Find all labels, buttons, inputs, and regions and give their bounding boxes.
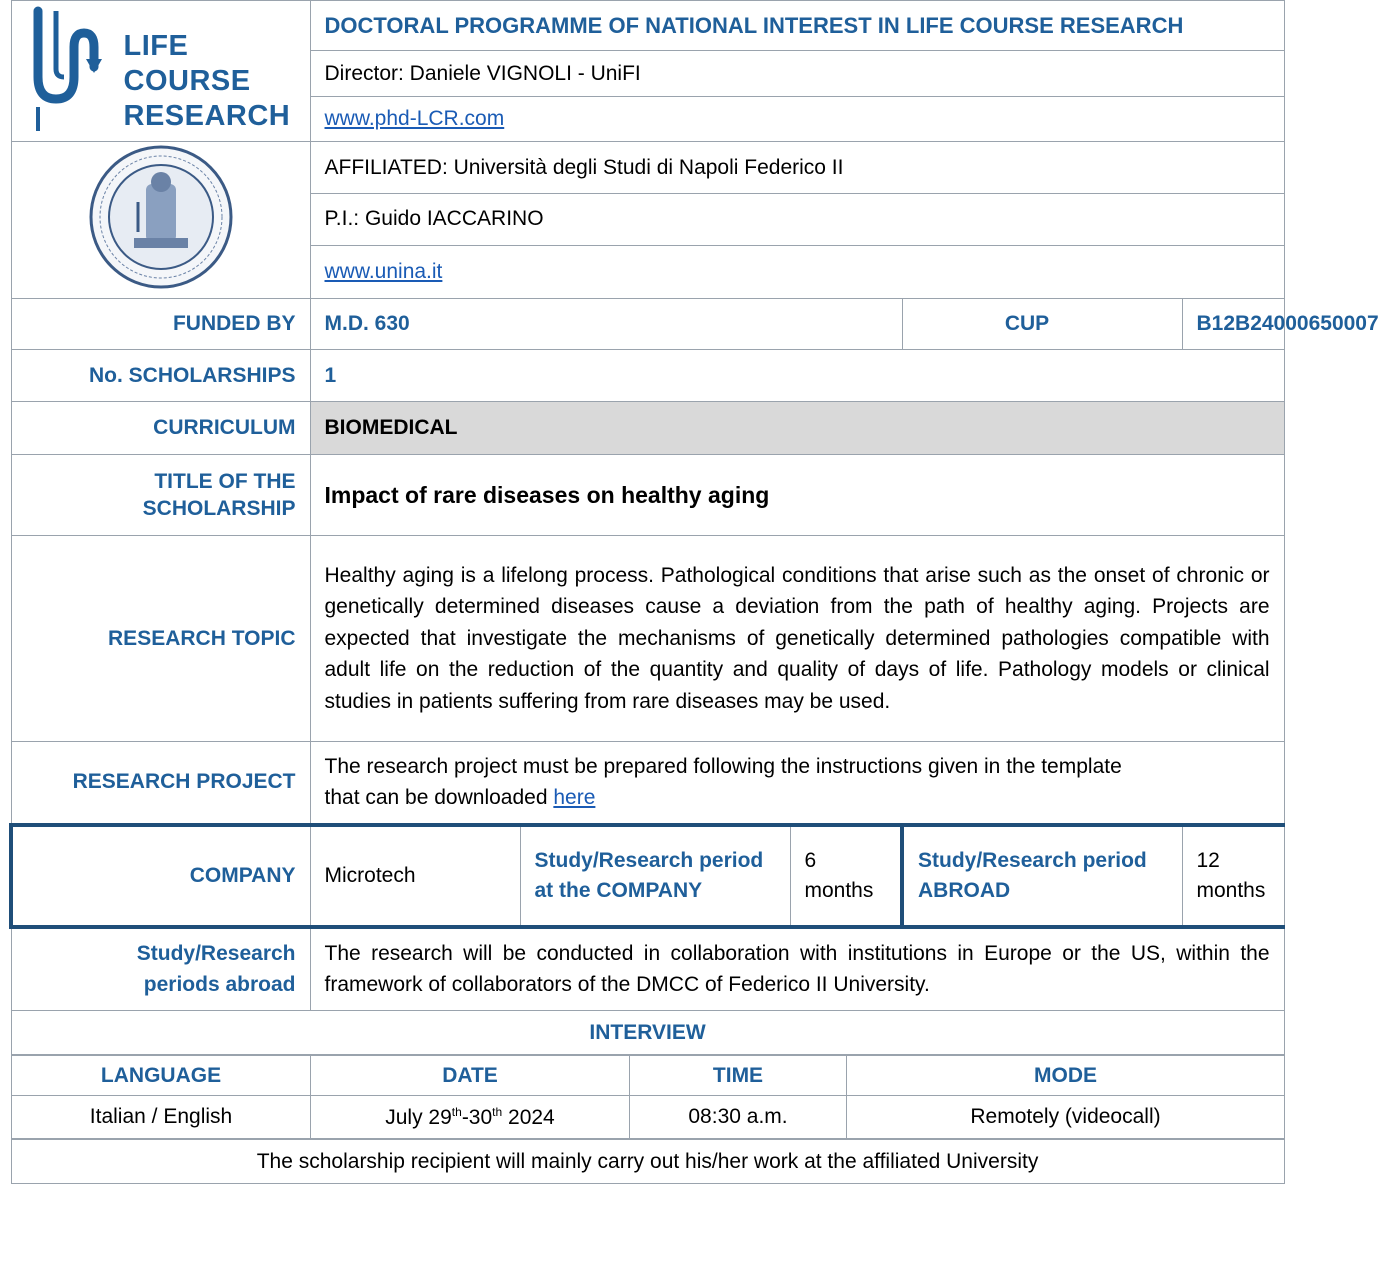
scholarship-table [9, 0, 1379, 1184]
template-download-link[interactable]: here [553, 786, 596, 810]
interview-header-date: DATE [311, 1056, 630, 1096]
interview-header-language: LANGUAGE [12, 1056, 311, 1096]
funded-by-value: M.D. 630 [310, 299, 902, 350]
research-project-text [310, 742, 1284, 825]
university-seal-icon [86, 142, 236, 292]
period-company-label: Study/Research period at the COMPANY [520, 825, 790, 927]
research-project-line2: that can be downloaded [324, 786, 548, 810]
title-label-line1: TITLE OF THE [154, 470, 296, 493]
logo-line-research: RESEARCH [123, 100, 291, 132]
interview-title: INTERVIEW [11, 1011, 1284, 1055]
cup-value: B12B24000650007 [1182, 299, 1284, 350]
interview-mode: Remotely (videocall) [847, 1096, 1285, 1139]
period-company-unit: months [804, 878, 874, 902]
programme-website-link[interactable]: www.phd-LCR.com [324, 107, 505, 130]
interview-language: Italian / English [12, 1096, 311, 1139]
logo-line-course: COURSE [123, 65, 251, 97]
period-abroad-value [1182, 825, 1284, 927]
research-project-line1: The research project must be prepared following the instructions given in the template [324, 755, 1122, 779]
curriculum-label: CURRICULUM [11, 402, 310, 455]
footer-note: The scholarship recipient will mainly carry out his/her work at the affiliated University [11, 1140, 1284, 1184]
interview-time: 08:30 a.m. [630, 1096, 847, 1139]
abroad-label-line1: Study/Research [136, 942, 296, 966]
scholarships-value: 1 [310, 350, 1284, 402]
cup-label: CUP [902, 299, 1182, 350]
title-label [11, 455, 310, 536]
abroad-label [11, 927, 310, 1011]
curriculum-value: BIOMEDICAL [310, 402, 1284, 455]
interview-header-time: TIME [630, 1056, 847, 1096]
university-website-link[interactable]: www.unina.it [324, 259, 443, 283]
funded-by-label: FUNDED BY [11, 299, 310, 350]
programme-title: DOCTORAL PROGRAMME OF NATIONAL INTEREST IN LIFE COURSE RESEARCH [310, 1, 1284, 51]
company-label: COMPANY [11, 825, 310, 927]
scholarships-label: No. SCHOLARSHIPS [11, 350, 310, 402]
interview-date: July 29th-30th 2024 [311, 1096, 630, 1139]
period-abroad-unit: months [1196, 878, 1266, 902]
interview-table [11, 1055, 1285, 1139]
research-project-label: RESEARCH PROJECT [11, 742, 310, 825]
scholarship-title: Impact of rare diseases on healthy aging [310, 455, 1284, 536]
lcr-logo [11, 1, 310, 142]
principal-investigator: P.I.: Guido IACCARINO [310, 194, 1284, 245]
university-seal [11, 142, 310, 299]
research-topic-text: Healthy aging is a lifelong process. Pathological conditions that arise such as the onset of chronic or genetically determined diseases cause a deviation from the path of healthy aging. Projects are expected that investigate the mechanisms of genetically determined pathologies compatible with adult life on the reduction of the quantity and quality of days of life. Pathology models or clinical studies in patients suffering from rare diseases may be used. [310, 536, 1284, 742]
interview-header-mode: MODE [847, 1056, 1285, 1096]
abroad-text: The research will be conducted in collaboration with institutions in Europe or the US, within the framework of collaborators of the DMCC of Federico II University. [310, 927, 1284, 1011]
period-company-value [790, 825, 902, 927]
director: Director: Daniele VIGNOLI - UniFI [310, 51, 1284, 97]
logo-line-life: LIFE [123, 30, 189, 62]
abroad-label-line2: periods abroad [143, 973, 296, 997]
period-abroad-label: Study/Research period ABROAD [902, 825, 1182, 927]
period-abroad-number: 12 [1196, 848, 1220, 872]
title-label-line2: SCHOLARSHIP [142, 497, 296, 520]
company-value: Microtech [310, 825, 520, 927]
affiliated-university: AFFILIATED: Università degli Studi di Napoli Federico II [310, 142, 1284, 194]
research-topic-label: RESEARCH TOPIC [11, 536, 310, 742]
period-company-number: 6 [804, 848, 817, 872]
lcr-wave-logo-icon [20, 7, 120, 135]
